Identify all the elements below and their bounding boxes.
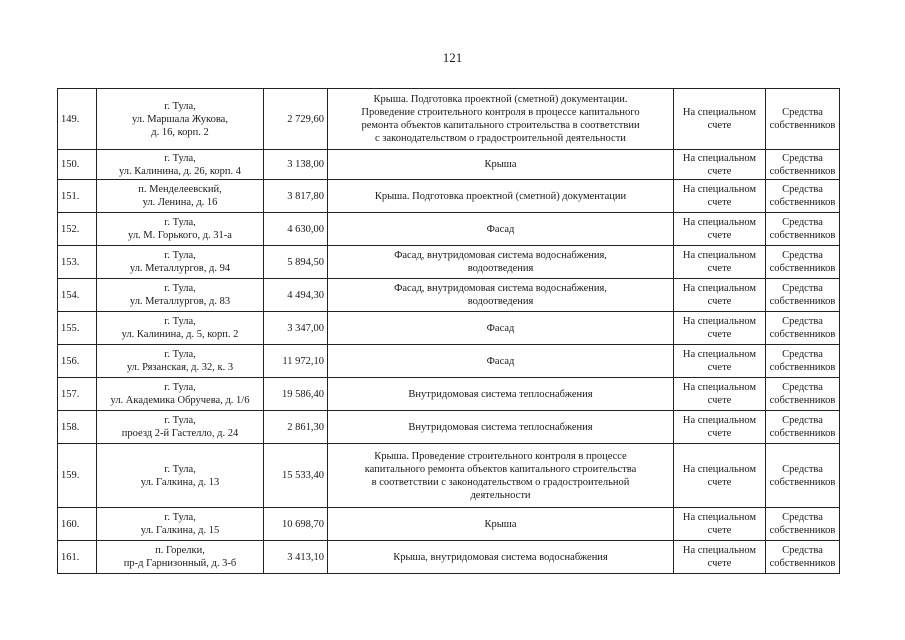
account-cell-line: На специальном xyxy=(682,415,757,426)
row-number-line: 160. xyxy=(61,518,80,530)
works-cell-line: Крыша. Подготовка проектной (сметной) документации xyxy=(374,190,627,202)
funding-source-cell xyxy=(766,312,840,345)
account-cell-line: счете xyxy=(707,525,732,536)
account-cell-line: счете xyxy=(707,263,732,274)
cost-cell xyxy=(264,150,328,180)
account-cell-line: На специальном xyxy=(682,107,757,118)
funding-source-cell-line: собственников xyxy=(769,362,836,373)
funding-source-cell xyxy=(766,89,840,150)
funding-source-cell-line: собственников xyxy=(769,558,836,569)
funding-source-cell-line: Средства xyxy=(782,217,823,228)
works-cell xyxy=(328,444,674,508)
works-cell-line: Крыша xyxy=(484,159,517,170)
account-cell-line: счете xyxy=(707,230,732,241)
funding-source-cell-line: собственников xyxy=(769,525,836,536)
address-cell xyxy=(97,180,264,213)
address-cell-line: г. Тула, xyxy=(164,283,196,294)
address-cell xyxy=(97,312,264,345)
account-cell xyxy=(674,279,766,312)
address-cell-line: п. Горелки, xyxy=(155,545,205,556)
cost-cell-line: 19 586,40 xyxy=(282,388,324,400)
cost-cell-line: 10 698,70 xyxy=(282,518,324,530)
account-cell-line: На специальном xyxy=(682,184,757,195)
account-cell xyxy=(674,345,766,378)
funding-source-cell xyxy=(766,150,840,180)
table-row xyxy=(58,541,840,574)
works-cell xyxy=(328,541,674,574)
account-cell-line: счете xyxy=(707,362,732,373)
row-number-line: 157. xyxy=(61,388,80,400)
works-cell-line: Фасад xyxy=(486,223,515,235)
cost-cell-line: 2 729,60 xyxy=(287,113,324,125)
funding-source-cell xyxy=(766,345,840,378)
works-cell xyxy=(328,89,674,150)
account-cell xyxy=(674,150,766,180)
account-cell-line: На специальном xyxy=(682,512,757,523)
table-body xyxy=(58,89,840,574)
table-row xyxy=(58,213,840,246)
address-cell-line: ул. Галкина, д. 15 xyxy=(140,525,220,536)
account-cell-line: На специальном xyxy=(682,316,757,327)
works-cell xyxy=(328,180,674,213)
row-number-line: 153. xyxy=(61,256,80,268)
account-cell xyxy=(674,378,766,411)
funding-source-cell xyxy=(766,246,840,279)
row-number xyxy=(58,345,97,378)
works-cell-line: капитального ремонта объектов капитального строительства xyxy=(364,463,637,475)
works-cell-line: Крыша xyxy=(484,518,517,530)
funding-source-cell-line: Средства xyxy=(782,283,823,294)
account-cell-line: На специальном xyxy=(682,283,757,294)
table-row xyxy=(58,180,840,213)
address-cell xyxy=(97,444,264,508)
account-cell-line: счете xyxy=(707,395,732,406)
address-cell xyxy=(97,378,264,411)
account-cell-line: На специальном xyxy=(682,152,757,164)
address-cell-line: ул. Галкина, д. 13 xyxy=(140,476,220,488)
row-number-line: 149. xyxy=(61,113,80,125)
address-cell-line: ул. М. Горького, д. 31-а xyxy=(128,230,232,241)
works-cell xyxy=(328,411,674,444)
works-cell xyxy=(328,378,674,411)
account-cell-line: На специальном xyxy=(682,545,757,556)
funding-source-cell-line: Средства xyxy=(782,382,823,393)
address-cell-line: ул. Калинина, д. 5, корп. 2 xyxy=(121,329,239,340)
funding-source-cell-line: собственников xyxy=(769,120,836,131)
address-cell xyxy=(97,541,264,574)
works-cell-line: в соответствии с законодательством о градостроительной xyxy=(371,476,630,488)
cost-cell-line: 4 630,00 xyxy=(287,223,324,235)
address-cell-line: пр-д Гарнизонный, д. 3-б xyxy=(123,558,237,569)
works-cell-line: деятельности xyxy=(470,489,531,501)
address-cell-line: ул. Калинина, д. 26, корп. 4 xyxy=(118,165,242,177)
account-cell-line: На специальном xyxy=(682,217,757,228)
table-row xyxy=(58,444,840,508)
works-cell-line: Внутридомовая система теплоснабжения xyxy=(408,388,593,400)
row-number-line: 150. xyxy=(61,159,80,170)
page-number: 121 xyxy=(442,50,463,65)
row-number xyxy=(58,180,97,213)
address-cell-line: п. Менделеевский, xyxy=(138,184,222,195)
funding-source-cell xyxy=(766,378,840,411)
funding-source-cell xyxy=(766,279,840,312)
table-row xyxy=(58,150,840,180)
row-number-line: 159. xyxy=(61,470,80,481)
funding-source-cell-line: Средства xyxy=(782,250,823,261)
works-cell-line: Внутридомовая система теплоснабжения xyxy=(408,421,593,433)
table-row xyxy=(58,345,840,378)
row-number xyxy=(58,279,97,312)
account-cell xyxy=(674,213,766,246)
address-cell xyxy=(97,411,264,444)
address-cell-line: ул. Маршала Жукова, xyxy=(132,113,228,125)
funding-source-cell xyxy=(766,444,840,508)
cost-cell xyxy=(264,411,328,444)
row-number-line: 158. xyxy=(61,421,80,433)
account-cell xyxy=(674,411,766,444)
works-cell-line: с законодательством о градостроительной деятельности xyxy=(375,133,626,144)
account-cell-line: На специальном xyxy=(682,382,757,393)
row-number xyxy=(58,150,97,180)
table-row xyxy=(58,89,840,150)
works-cell xyxy=(328,345,674,378)
account-cell-line: счете xyxy=(707,476,732,488)
works-cell-line: Фасад xyxy=(486,322,515,334)
cost-cell-line: 3 138,00 xyxy=(287,159,324,170)
account-cell-line: На специальном xyxy=(682,250,757,261)
works-cell-line: водоотведения xyxy=(467,263,534,274)
cost-cell-line: 11 972,10 xyxy=(282,355,324,367)
row-number-line: 156. xyxy=(61,355,80,367)
row-number xyxy=(58,246,97,279)
row-number xyxy=(58,312,97,345)
funding-source-cell xyxy=(766,508,840,541)
works-cell-line: Крыша, внутридомовая система водоснабжения xyxy=(393,551,608,563)
address-cell xyxy=(97,508,264,541)
address-cell-line: г. Тула, xyxy=(164,382,196,393)
address-cell-line: д. 16, корп. 2 xyxy=(151,126,209,138)
funding-source-cell-line: Средства xyxy=(782,152,823,164)
address-cell-line: г. Тула, xyxy=(164,316,196,327)
address-cell-line: г. Тула, xyxy=(164,100,196,112)
funding-source-cell-line: Средства xyxy=(782,107,823,118)
cost-cell xyxy=(264,180,328,213)
funding-source-cell xyxy=(766,213,840,246)
row-number xyxy=(58,444,97,508)
address-cell-line: ул. Рязанская, д. 32, к. 3 xyxy=(126,362,234,373)
address-cell-line: г. Тула, xyxy=(164,415,196,426)
address-cell-line: ул. Академика Обручева, д. 1/6 xyxy=(110,395,250,406)
cost-cell-line: 3 347,00 xyxy=(287,322,324,334)
works-cell-line: ремонта объектов капитального строительства в соответствии xyxy=(361,120,640,131)
address-cell-line: проезд 2-й Гастелло, д. 24 xyxy=(121,428,239,439)
funding-source-cell xyxy=(766,180,840,213)
works-cell-line: Фасад, внутридомовая система водоснабжения, xyxy=(394,250,607,261)
funding-source-cell-line: Средства xyxy=(782,415,823,426)
table-row xyxy=(58,246,840,279)
address-cell xyxy=(97,246,264,279)
account-cell-line: счете xyxy=(707,165,732,177)
account-cell xyxy=(674,312,766,345)
address-cell-line: ул. Металлургов, д. 83 xyxy=(129,296,231,307)
table-row xyxy=(58,279,840,312)
cost-cell xyxy=(264,312,328,345)
table-row xyxy=(58,411,840,444)
funding-source-cell-line: собственников xyxy=(769,428,836,439)
cost-cell xyxy=(264,541,328,574)
row-number xyxy=(58,508,97,541)
works-cell xyxy=(328,312,674,345)
account-cell xyxy=(674,444,766,508)
funding-source-cell-line: собственников xyxy=(769,165,836,177)
account-cell-line: На специальном xyxy=(682,463,757,475)
works-cell xyxy=(328,508,674,541)
address-cell xyxy=(97,279,264,312)
cost-cell xyxy=(264,444,328,508)
works-cell xyxy=(328,279,674,312)
funding-source-cell-line: собственников xyxy=(769,296,836,307)
address-cell-line: г. Тула, xyxy=(164,349,196,360)
cost-cell xyxy=(264,345,328,378)
account-cell-line: счете xyxy=(707,296,732,307)
address-cell xyxy=(97,89,264,150)
row-number-line: 151. xyxy=(61,190,80,202)
address-cell-line: г. Тула, xyxy=(164,152,196,164)
row-number xyxy=(58,541,97,574)
funding-source-cell-line: Средства xyxy=(782,316,823,327)
address-cell-line: г. Тула, xyxy=(164,250,196,261)
cost-cell-line: 15 533,40 xyxy=(282,470,324,481)
address-cell xyxy=(97,150,264,180)
cost-cell xyxy=(264,89,328,150)
address-cell-line: ул. Ленина, д. 16 xyxy=(142,197,218,208)
account-cell-line: счете xyxy=(707,428,732,439)
cost-cell xyxy=(264,279,328,312)
cost-cell xyxy=(264,213,328,246)
funding-source-cell-line: собственников xyxy=(769,395,836,406)
works-cell-line: Фасад, внутридомовая система водоснабжения, xyxy=(394,283,607,294)
account-cell xyxy=(674,180,766,213)
row-number-line: 155. xyxy=(61,322,80,334)
funding-source-cell-line: Средства xyxy=(782,545,823,556)
address-cell-line: ул. Металлургов, д. 94 xyxy=(129,263,231,274)
account-cell xyxy=(674,541,766,574)
cost-cell xyxy=(264,246,328,279)
cost-cell xyxy=(264,508,328,541)
account-cell xyxy=(674,508,766,541)
funding-source-cell xyxy=(766,411,840,444)
address-cell-line: г. Тула, xyxy=(164,463,196,475)
cost-cell xyxy=(264,378,328,411)
account-cell-line: счете xyxy=(707,120,732,131)
works-cell xyxy=(328,213,674,246)
works-cell-line: Крыша. Проведение строительного контроля в процессе xyxy=(374,450,627,462)
account-cell xyxy=(674,246,766,279)
account-cell-line: счете xyxy=(707,197,732,208)
row-number xyxy=(58,213,97,246)
works-cell xyxy=(328,246,674,279)
row-number-line: 152. xyxy=(61,223,80,235)
cost-cell-line: 3 817,80 xyxy=(287,190,324,202)
funding-source-cell-line: Средства xyxy=(782,512,823,523)
funding-source-cell-line: Средства xyxy=(782,349,823,360)
address-cell xyxy=(97,345,264,378)
address-cell-line: г. Тула, xyxy=(164,217,196,228)
address-cell-line: г. Тула, xyxy=(164,512,196,523)
account-cell-line: счете xyxy=(707,329,732,340)
works-cell-line: Фасад xyxy=(486,355,515,367)
funding-source-cell-line: собственников xyxy=(769,263,836,274)
table-row xyxy=(58,378,840,411)
account-cell-line: На специальном xyxy=(682,349,757,360)
row-number xyxy=(58,89,97,150)
works-cell-line: Проведение строительного контроля в процессе капитального xyxy=(361,107,640,118)
cost-cell-line: 2 861,30 xyxy=(287,421,324,433)
works-cell-line: Крыша. Подготовка проектной (сметной) документации. xyxy=(373,94,628,105)
account-cell xyxy=(674,89,766,150)
row-number xyxy=(58,411,97,444)
works-cell xyxy=(328,150,674,180)
funding-source-cell-line: собственников xyxy=(769,230,836,241)
account-cell-line: счете xyxy=(707,558,732,569)
address-cell xyxy=(97,213,264,246)
funding-source-cell-line: Средства xyxy=(782,184,823,195)
cost-cell-line: 4 494,30 xyxy=(287,289,324,301)
table-row xyxy=(58,508,840,541)
table-row xyxy=(58,312,840,345)
funding-source-cell-line: Средства xyxy=(782,463,823,475)
funding-source-cell xyxy=(766,541,840,574)
funding-source-cell-line: собственников xyxy=(769,329,836,340)
funding-source-cell-line: собственников xyxy=(769,197,836,208)
works-cell-line: водоотведения xyxy=(467,296,534,307)
cost-cell-line: 3 413,10 xyxy=(287,551,324,563)
cost-cell-line: 5 894,50 xyxy=(287,256,324,268)
funding-source-cell-line: собственников xyxy=(769,476,836,488)
row-number-line: 154. xyxy=(61,289,80,301)
repair-register-table xyxy=(57,88,840,574)
row-number-line: 161. xyxy=(61,551,80,563)
row-number xyxy=(58,378,97,411)
